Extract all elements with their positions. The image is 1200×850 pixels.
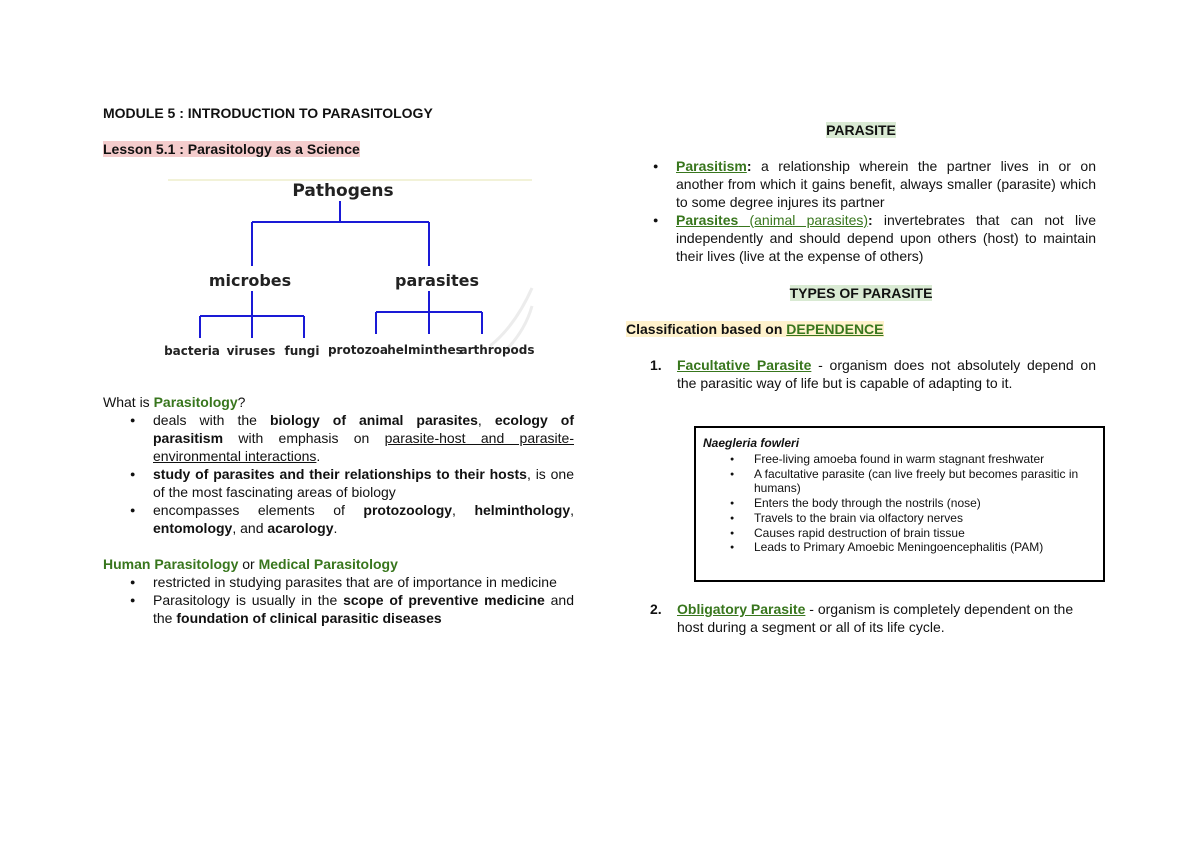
- diagram-leaf-protozoa: protozoa: [327, 343, 389, 357]
- human-parasitology-heading: Human Parasitology or Medical Parasitology: [103, 556, 398, 572]
- lesson-title: [103, 140, 360, 158]
- list-item: ● Parasites (animal parasites): invertebrates that can not live independently and should depend upon others (host) to maintain their lives (live at the expense of others): [626, 211, 1096, 265]
- facultative-item: [626, 356, 1096, 392]
- facultative-term: Facultative Parasite: [677, 357, 812, 373]
- what-is-heading: What is Parasitology?: [103, 394, 246, 410]
- diagram-connectors: [200, 201, 482, 338]
- parasitism-term: Parasitism: [676, 158, 747, 174]
- what-is-list: [103, 411, 574, 537]
- classification-heading: Classification based on DEPENDENCE: [626, 321, 884, 337]
- list-item: ● Enters the body through the nostrils (nose): [696, 496, 1098, 511]
- types-heading: TYPES OF PARASITE: [789, 285, 933, 301]
- obligatory-term: Obligatory Parasite: [677, 601, 806, 617]
- list-item: ● restricted in studying parasites that are of importance in medicine: [103, 573, 574, 591]
- dependence-term: DEPENDENCE: [786, 321, 884, 337]
- obligatory-item: [626, 600, 1096, 636]
- diagram-leaf-bacteria: bacteria: [164, 344, 220, 358]
- list-item: ● Travels to the brain via olfactory nerves: [696, 511, 1098, 526]
- pathogens-diagram: [160, 176, 540, 366]
- list-item: ● Parasitology is usually in the scope of preventive medicine and the foundation of clinical parasitic diseases: [103, 591, 574, 627]
- diagram-leaf-helminthes: helminthes: [387, 343, 463, 357]
- list-item: 1. Facultative Parasite - organism does not absolutely depend on the parasitic way of life but is capable of adapting to it.: [650, 357, 1096, 391]
- naegleria-title: Naegleria fowleri: [703, 436, 800, 450]
- list-item: ● Free-living amoeba found in warm stagnant freshwater: [696, 452, 1098, 467]
- parasite-heading: PARASITE: [826, 122, 896, 138]
- list-item: 2. Obligatory Parasite - organism is completely dependent on the host during a segment or all of its life cycle.: [650, 601, 1074, 635]
- types-heading-wrap: [626, 284, 1096, 302]
- list-item: ● Leads to Primary Amoebic Meningoencephalitis (PAM): [696, 540, 1098, 555]
- naegleria-box: [694, 426, 1105, 582]
- parasite-definitions: [626, 157, 1096, 265]
- diagram-parasites-label: parasites: [395, 271, 479, 290]
- module-title: MODULE 5 : INTRODUCTION TO PARASITOLOGY: [103, 105, 433, 121]
- human-parasitology-list: [103, 573, 574, 627]
- list-item: ● Parasitism: a relationship wherein the partner lives in or on another from which it gains benefit, always smaller (parasite) which to some degree injures its partner: [626, 157, 1096, 211]
- diagram-root-label: Pathogens: [292, 181, 394, 201]
- parasite-heading-wrap: [626, 121, 1096, 139]
- human-parasitology-section: [103, 555, 574, 627]
- list-item: ● study of parasites and their relationships to their hosts, is one of the most fascinating areas of biology: [103, 465, 574, 501]
- diagram-microbes-label: microbes: [208, 271, 292, 290]
- lesson-title-text: Lesson 5.1 : Parasitology as a Science: [103, 141, 360, 157]
- diagram-leaf-fungi: fungi: [284, 344, 320, 358]
- what-is-section: [103, 393, 574, 537]
- list-item: ● deals with the biology of animal parasites, ecology of parasitism with emphasis on parasite-host and parasite-environmental interactions.: [103, 411, 574, 465]
- diagram-leaf-arthropods: arthropods: [459, 343, 535, 357]
- list-item: ● Causes rapid destruction of brain tissue: [696, 526, 1098, 541]
- list-item: ● encompasses elements of protozoology, helminthology, entomology, and acarology.: [103, 501, 574, 537]
- diagram-leaf-viruses: viruses: [226, 344, 276, 358]
- parasites-term: Parasites: [676, 212, 739, 228]
- list-item: ● A facultative parasite (can live freely but becomes parasitic in humans): [696, 467, 1098, 496]
- diagram-watermark-swoosh: [490, 288, 532, 351]
- naegleria-list: [696, 452, 1098, 555]
- parasitology-term: Parasitology: [153, 394, 238, 410]
